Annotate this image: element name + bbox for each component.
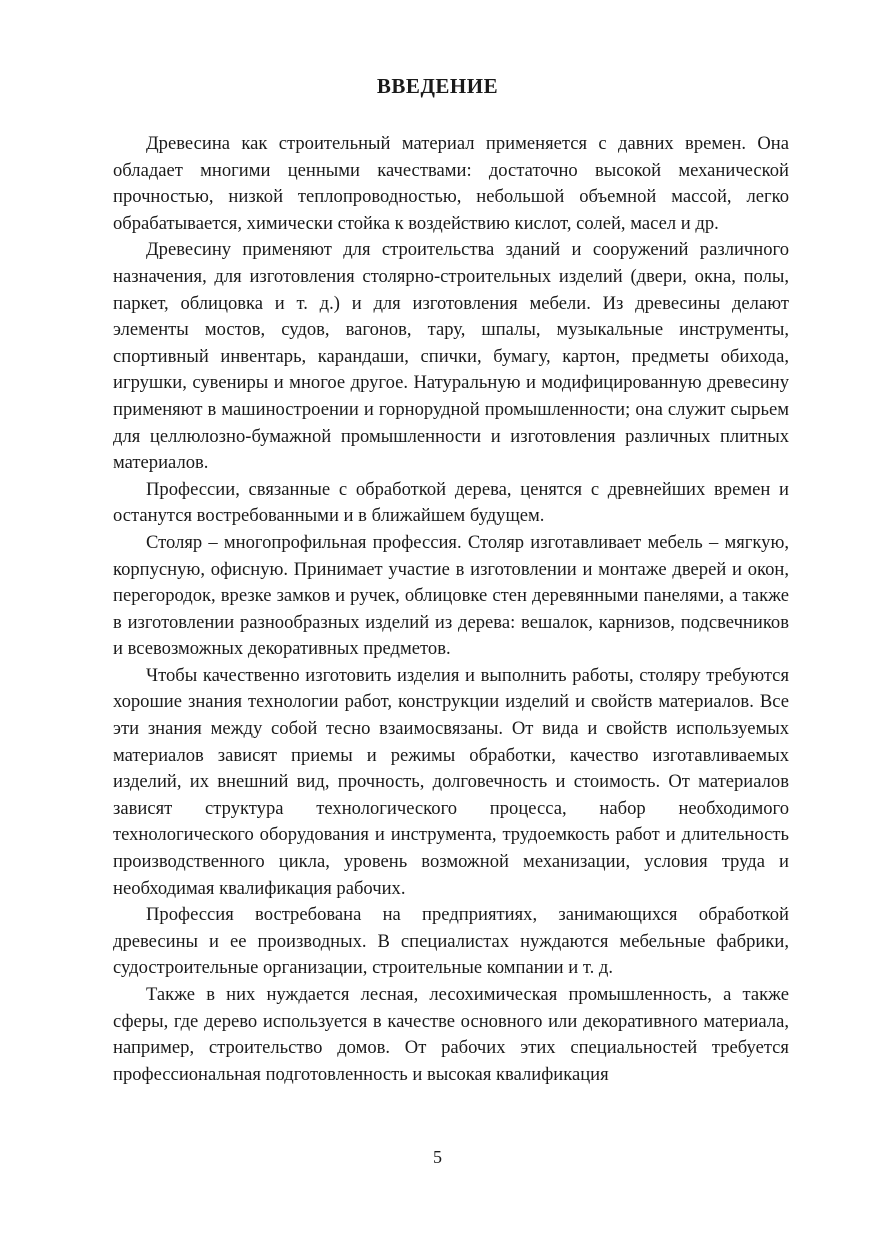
- page-number: 5: [433, 1147, 442, 1167]
- paragraph-2: Древесину применяют для строительства зданий и сооружений различного назначения, для изготовления столярно-строительных изделий (двери, окна, полы, паркет, облицовка и т. д.) и для изготовления мебели. Из древесины делают элементы мостов, судов, вагонов, тару, шпалы, музыкальные инструменты, спортивный инвентарь, карандаши, спички, бумагу, картон, предметы обихода, игрушки, сувениры и многое другое. Натуральную и модифицированную древесину применяют в машиностроении и горнорудной промышленности; она служит сырьем для целлюлозно-бумажной промышленности и изготовления различных плитных материалов.: [113, 239, 789, 474]
- page-heading: ВВЕДЕНИЕ: [376, 74, 499, 98]
- paragraph-7: Также в них нуждается лесная, лесохимическая промышленность, а также сферы, где дерево используется в качестве основного или декоративного материала, например, строительство домов. От рабочих этих специальностей требуется профессиональная подготовленность и высокая квалификация: [113, 984, 789, 1085]
- paragraph-1: Древесина как строительный материал применяется с давних времен. Она обладает многими ценными качествами: достаточно высокой механической прочностью, низкой теплопроводностью, небольшой объемной массой, легко обрабатывается, химически стойка к воздействию кислот, солей, масел и др.: [113, 133, 789, 234]
- paragraph-4: Столяр – многопрофильная профессия. Столяр изготавливает мебель – мягкую, корпусную, офисную. Принимает участие в изготовлении и монтаже дверей и окон, перегородок, врезке замков и ручек, облицовке стен деревянными панелями, а также в изготовлении разнообразных изделий из дерева: вешалок, карнизов, подсвечников и всевозможных декоративных предметов.: [113, 531, 789, 660]
- paragraph-5: Чтобы качественно изготовить изделия и выполнить работы, столяру требуются хорошие знания технологии работ, конструкции изделий и свойств материалов. Все эти знания между собой тесно взаимосвязаны. От вида и свойств используемых материалов зависят приемы и режимы обработки, качество изготавливаемых изделий, их внешний вид, прочность, долговечность и стоимость. От материалов зависят структура технологического процесса, набор необходимого технологического оборудования и инструмента, трудоемкость работ и длительность производственного цикла, уровень возможной механизации, условия труда и необходимая квалификация рабочих.: [113, 664, 789, 899]
- paragraph-6: Профессия востребована на предприятиях, занимающихся обработкой древесины и ее производных. В специалистах нуждаются мебельные фабрики, судостроительные организации, строительные компании и т. д.: [113, 904, 789, 979]
- body-text: [113, 131, 789, 1088]
- paragraph-3: Профессии, связанные с обработкой дерева, ценятся с древнейших времен и останутся востребованными и в ближайшем будущем.: [113, 478, 789, 527]
